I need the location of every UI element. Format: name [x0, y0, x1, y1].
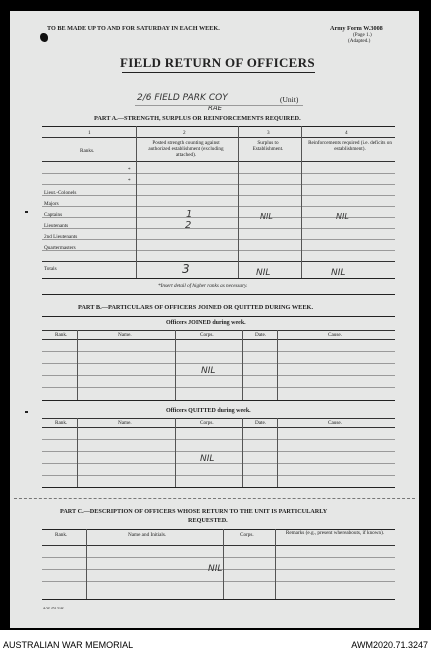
margin-mark: [25, 411, 28, 413]
reinforcements-handwritten: NIL: [336, 212, 349, 221]
form-number: Army Form W.3008: [330, 25, 383, 32]
col-header-reinforcements: Reinforcements required (i.e. deficits on establishment).: [308, 140, 392, 152]
quitted-header-bottom: [42, 427, 395, 428]
part-c-header-bottom: [42, 545, 395, 546]
rank-label: Lieutenants: [44, 223, 69, 229]
footer-bar: [0, 630, 431, 653]
posted-lieutenants-handwritten: 2: [185, 220, 192, 231]
surplus-handwritten: NIL: [260, 212, 273, 221]
row-line: [42, 195, 395, 196]
total-posted-handwritten: 3: [182, 262, 190, 276]
part-c-heading-line1: PART C.—DESCRIPTION OF OFFICERS WHOSE RETURN TO THE UNIT IS PARTICULARLY: [60, 508, 328, 515]
part-c-col-name: Name and Initials.: [128, 532, 167, 538]
margin-mark: [25, 211, 28, 213]
row-line: [42, 375, 395, 376]
row-line: [42, 557, 395, 558]
col-header-rule: [42, 161, 395, 162]
quitted-col-date: Date.: [255, 420, 267, 426]
col-divider: [86, 529, 87, 599]
part-c-col-rank: Rank.: [55, 532, 68, 538]
rank-label: Lieut.-Colonels: [44, 190, 77, 196]
part-a-footnote: *Insert detail of higher ranks as necessary.: [158, 283, 248, 289]
footer-institution: AUSTRALIAN WAR MEMORIAL: [3, 640, 134, 650]
total-reinforcements-handwritten: NIL: [331, 268, 346, 278]
joined-bottom-rule: [42, 400, 395, 401]
form-adapted: (Adapted.): [348, 38, 371, 44]
row-line: [42, 451, 395, 452]
row-line: [42, 250, 395, 251]
joined-col-rank: Rank.: [55, 332, 68, 338]
unit-name-handwritten: 2/6 FIELD PARK COY: [137, 93, 228, 103]
row-line: [42, 475, 395, 476]
joined-handwritten: NIL: [201, 366, 216, 376]
row-line: [42, 439, 395, 440]
col-divider: [242, 418, 243, 487]
total-surplus-handwritten: NIL: [256, 268, 271, 278]
page-title: FIELD RETURN OF OFFICERS: [120, 55, 315, 70]
row-line: [42, 387, 395, 388]
quitted-handwritten: NIL: [200, 454, 215, 464]
print-code: A.W. 251 5/42: [43, 606, 64, 610]
col-header-surplus: Surplus to Establishment.: [252, 140, 284, 152]
totals-bottom-rule: [42, 278, 395, 279]
part-b-heading: PART B.—PARTICULARS OF OFFICERS JOINED OR QUITTED DURING WEEK.: [78, 304, 314, 311]
higher-rank-star: *: [128, 178, 131, 184]
joined-col-name: Name.: [118, 332, 132, 338]
quitted-col-rank: Rank.: [55, 420, 68, 426]
rank-label: Quartermasters: [44, 245, 76, 251]
col-divider: [242, 330, 243, 400]
col-divider: [175, 330, 176, 400]
row-line: [42, 206, 395, 207]
part-c-handwritten: NIL: [208, 564, 223, 574]
row-line: [42, 581, 395, 582]
col-number-rule: [42, 137, 395, 138]
row-line: [42, 228, 395, 229]
unit-sub-handwritten: RAE: [208, 104, 223, 112]
part-a-bottom-rule: [42, 294, 395, 295]
part-c-heading-line2: REQUESTED.: [188, 517, 228, 524]
higher-rank-star: *: [128, 167, 131, 173]
col-divider: [223, 529, 224, 599]
col-number-1: 1: [88, 130, 91, 136]
quitted-col-corps: Corps.: [200, 420, 214, 426]
part-a-top-rule: [42, 126, 395, 127]
quitted-heading: Officers QUITTED during week.: [166, 408, 251, 414]
col-divider: [301, 126, 302, 278]
col-divider: [277, 418, 278, 487]
part-a-heading: PART A.—STRENGTH, SURPLUS OR REINFORCEMENTS REQUIRED.: [94, 115, 301, 122]
part-c-col-corps: Corps.: [240, 532, 254, 538]
joined-header-top: [42, 330, 395, 331]
col-divider: [77, 330, 78, 400]
rank-label: Captains: [44, 212, 63, 218]
joined-header-bottom: [42, 339, 395, 340]
part-b-top-rule: [42, 316, 395, 317]
quitted-col-cause: Cause.: [328, 420, 342, 426]
col-divider: [275, 529, 276, 599]
row-line: [42, 184, 395, 185]
rank-label: Majors: [44, 201, 59, 207]
joined-col-date: Date.: [255, 332, 267, 338]
col-number-2: 2: [183, 130, 186, 136]
form-page-number: (Page 1.): [353, 32, 372, 38]
rank-label: 2nd Lieutenants: [44, 234, 78, 240]
part-c-col-remarks: Remarks (e.g., present whereabouts, if known).: [285, 530, 385, 536]
row-line: [42, 463, 395, 464]
posted-captains-handwritten: 1: [186, 209, 193, 220]
perforation-line: [14, 498, 415, 499]
ink-mark: [40, 33, 48, 42]
totals-top-rule: [42, 261, 395, 262]
unit-label: (Unit): [280, 95, 299, 104]
totals-label: Totals: [44, 266, 57, 272]
row-line: [42, 173, 395, 174]
col-number-4: 4: [345, 130, 348, 136]
joined-col-corps: Corps.: [200, 332, 214, 338]
col-header-posted: Posted strength counting against authorized establishment (excluding attached).: [148, 140, 224, 158]
joined-col-cause: Cause.: [328, 332, 342, 338]
col-divider: [77, 418, 78, 487]
row-line: [42, 239, 395, 240]
row-line: [42, 363, 395, 364]
instruction-text: TO BE MADE UP TO AND FOR SATURDAY IN EACH WEEK.: [47, 25, 220, 32]
quitted-header-top: [42, 418, 395, 419]
unit-line: [135, 105, 303, 106]
title-underline: [122, 72, 315, 73]
col-divider: [136, 126, 137, 278]
form-page: [10, 11, 419, 628]
quitted-bottom-rule: [42, 487, 395, 488]
col-divider: [238, 126, 239, 278]
footer-accession-number: AWM2020.71.3247: [351, 640, 428, 650]
joined-heading: Officers JOINED during week.: [166, 320, 246, 326]
col-divider: [277, 330, 278, 400]
row-line: [42, 351, 395, 352]
quitted-col-name: Name.: [118, 420, 132, 426]
col-number-3: 3: [267, 130, 270, 136]
col-header-ranks: Ranks.: [80, 148, 95, 154]
col-divider: [175, 418, 176, 487]
part-c-bottom-rule: [42, 599, 395, 600]
